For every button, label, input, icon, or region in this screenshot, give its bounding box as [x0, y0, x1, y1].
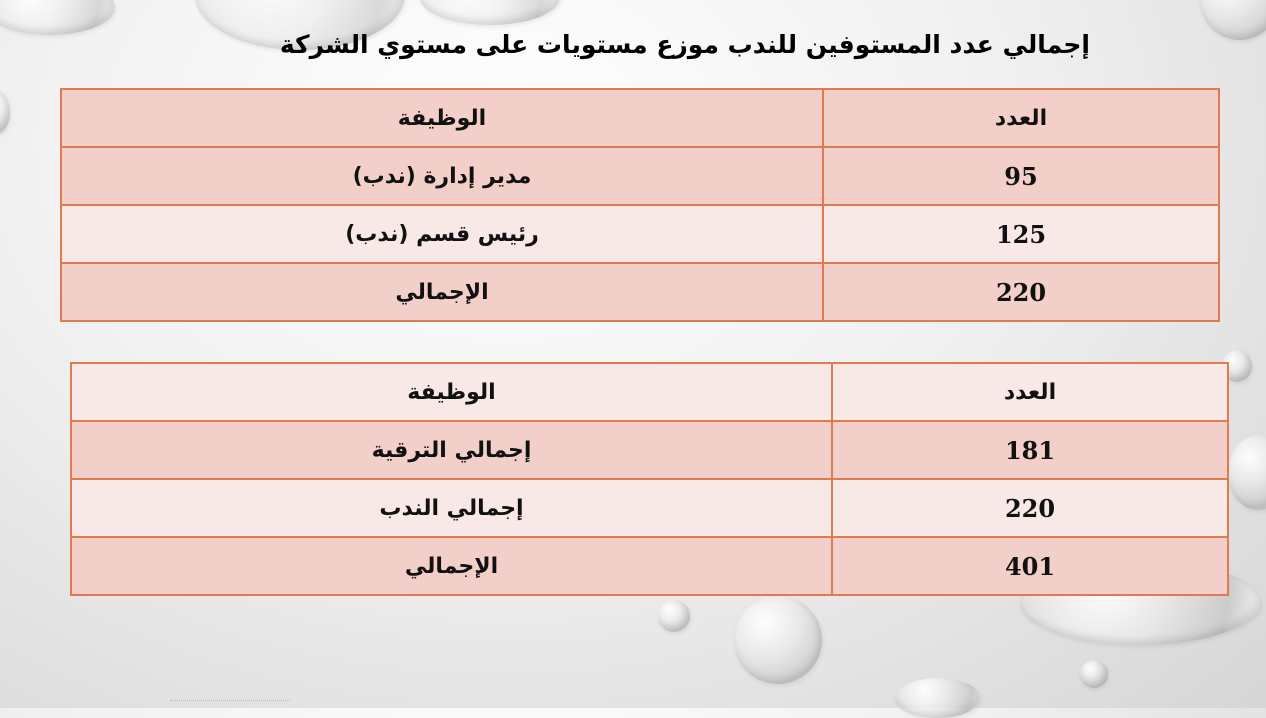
promotion-table-1 [60, 88, 1220, 322]
cell-job: الإجمالي [61, 263, 823, 321]
water-drop-decoration [1080, 660, 1108, 688]
table-header-row [71, 363, 1228, 421]
water-drop-decoration [1200, 0, 1266, 40]
header-count: العدد [832, 363, 1228, 421]
cell-count: 95 [823, 147, 1219, 205]
table-total-row [71, 537, 1228, 595]
header-count: العدد [823, 89, 1219, 147]
cell-count: 220 [832, 479, 1228, 537]
water-drop-decoration [1228, 435, 1266, 510]
table-row [61, 205, 1219, 263]
page-title: إجمالي عدد المستوفين للندب موزع مستويات على مستوي الشركة [279, 30, 1090, 59]
table-row [61, 147, 1219, 205]
promotion-table-2 [70, 362, 1229, 596]
cell-count: 181 [832, 421, 1228, 479]
cell-job: رئيس قسم (ندب) [61, 205, 823, 263]
cell-count: 125 [823, 205, 1219, 263]
cell-count: 220 [823, 263, 1219, 321]
cell-job: إجمالي الترقية [71, 421, 832, 479]
cell-job: مدير إدارة (ندب) [61, 147, 823, 205]
header-job: الوظيفة [61, 89, 823, 147]
water-drop-decoration [420, 0, 560, 25]
table-header-row [61, 89, 1219, 147]
table-total-row [61, 263, 1219, 321]
water-drop-decoration [895, 678, 980, 718]
water-drop-decoration [658, 600, 690, 632]
water-drop-decoration [0, 0, 115, 35]
table-row [71, 421, 1228, 479]
cell-job: الإجمالي [71, 537, 832, 595]
water-drop-decoration [734, 596, 822, 684]
cell-count: 401 [832, 537, 1228, 595]
header-job: الوظيفة [71, 363, 832, 421]
water-drop-decoration [0, 90, 10, 135]
table-row [71, 479, 1228, 537]
cell-job: إجمالي الندب [71, 479, 832, 537]
